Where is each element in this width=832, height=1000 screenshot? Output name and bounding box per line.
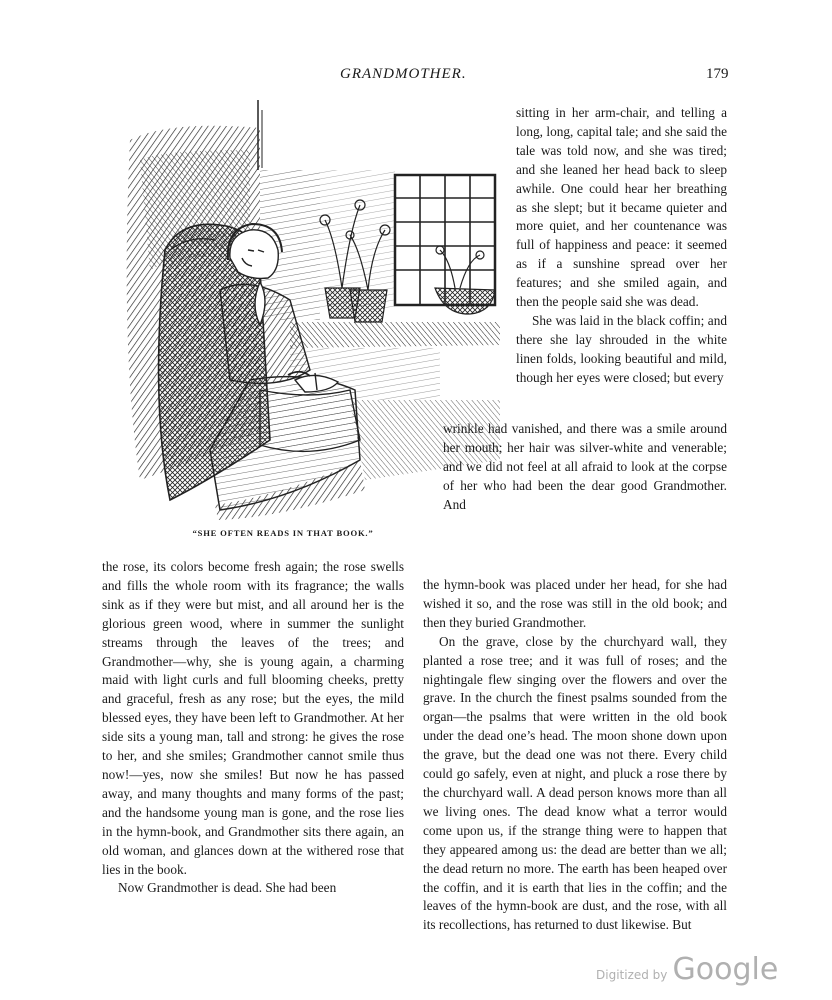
paragraph-coffin-end: the hymn-book was placed under her head, for she had wished it so, and the rose was still in the old book; and then they buried Grandmother.: [423, 577, 727, 630]
window-muntins: [395, 175, 495, 305]
running-head: GRANDMOTHER.: [340, 66, 467, 82]
google-logo: Google: [672, 952, 779, 987]
paragraph-coffin-start: She was laid in the black coffin; and there she lay shrouded in the white linen folds, looking beautiful and mild, though her eyes were closed; but every: [516, 312, 727, 385]
paragraph-grave: On the grave, close by the churchyard wall, they planted a rose tree; and it was full of roses; and the nightingale flew singing over the flowers and over the grave. In the church the finest psalms sounded from the organ—the psalms that were written in the old book under the dead one’s head. The moon shone down upon the grave, but the dead one was not there. Every child could go safely, even at night, and pluck a rose there by the churchyard wall. A dead person knows more than all we living ones. The dead know what a terror would come upon us, if the strange thing were to happen that they appeared among us: the dead are better than we all; the dead return no more. The earth has been heaped over the coffin, and it is earth that lies in the coffin; and the leaves of the hymn-book are dust, and the rose, with all its recollections, has returned to dust likewise. But: [423, 633, 727, 933]
paragraph-rose: the rose, its colors become fresh again; the rose swells and fills the whole room with its fragrance; the walls sink as if they were but mist, and all around her is the glorious green wood, where in summer the sunlight streams through the leaves of the trees; and Grandmother—why, she is young again, a charming maid with light curls and full blooming cheeks, pretty and graceful, fresh as any rose; but the eyes, the mild blessed eyes, they have been left to Grandmother. At her side sits a young man, tall and strong: he gives the rose to her, and she smiles; Grandmother cannot smile thus now!—yes, now she smiles! But now he has passed away, and many thoughts and many forms of the past; and the handsome young man is gone, and the rose lies in the hymn-book, and Grandmother sits there again, an old woman, and glances down at the withered rose that lies in the book.: [102, 559, 404, 877]
left-column: [102, 558, 404, 898]
right-column-bottom: [423, 576, 727, 935]
illustration-caption: “SHE OFTEN READS IN THAT BOOK.”: [192, 528, 374, 538]
right-column-top: [516, 104, 727, 388]
digitized-watermark: [596, 952, 778, 987]
right-column-middle: [443, 420, 727, 515]
page-number: 179: [706, 66, 729, 82]
watermark-prefix: Digitized by: [596, 968, 668, 982]
window-sill: [290, 322, 500, 348]
paragraph-tale: sitting in her arm-chair, and telling a long, long, capital tale; and she said the tale was told now, and she was tired; and she leaned her head back to sleep awhile. One could hear her breathing as she slept; but it became quieter and more quiet, and her countenance was full of happiness and peace: it seemed as if a sunshine spread over her features; and she smiled again, and then the people said she was dead.: [516, 105, 727, 310]
paragraph-grandmother-dead: Now Grandmother is dead. She had been: [118, 880, 337, 896]
paragraph-coffin-mid: wrinkle had vanished, and there was a smile around her mouth; her hair was silver-white and venerable; and we did not feel at all afraid to look at the corpse of her who had been the dear good Grandmother. And: [443, 421, 727, 512]
